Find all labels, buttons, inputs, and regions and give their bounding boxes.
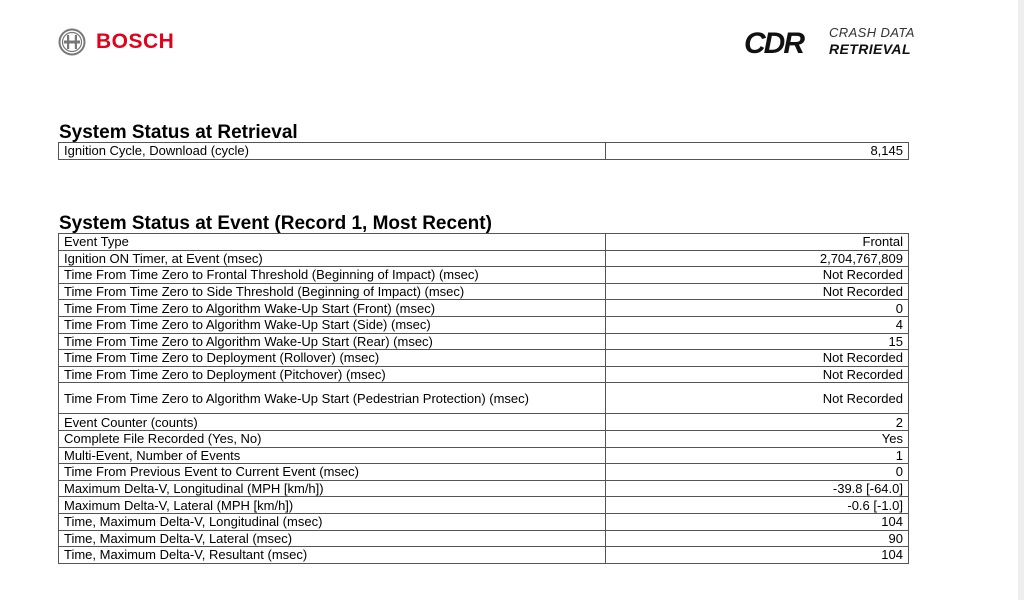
table-row <box>59 234 909 251</box>
row-label: Event Counter (counts) <box>59 414 606 431</box>
table-row <box>59 464 909 481</box>
cdr-mark-text: CDR <box>744 27 803 57</box>
table-row <box>59 497 909 514</box>
row-value: Not Recorded <box>606 366 909 383</box>
row-value: 90 <box>606 530 909 547</box>
row-value: -39.8 [-64.0] <box>606 480 909 497</box>
row-value: 0 <box>606 300 909 317</box>
row-label: Time, Maximum Delta-V, Longitudinal (msec) <box>59 513 606 530</box>
page-edge <box>1018 0 1024 600</box>
row-value: -0.6 [-1.0] <box>606 497 909 514</box>
row-label: Ignition Cycle, Download (cycle) <box>59 143 606 160</box>
event-section-title: System Status at Event (Record 1, Most Recent) <box>59 213 492 234</box>
row-label: Time, Maximum Delta-V, Lateral (msec) <box>59 530 606 547</box>
row-label: Time, Maximum Delta-V, Resultant (msec) <box>59 547 606 564</box>
table-row <box>59 250 909 267</box>
row-value: 104 <box>606 547 909 564</box>
row-value: 4 <box>606 316 909 333</box>
table-row <box>59 414 909 431</box>
table-row <box>59 513 909 530</box>
table-row <box>59 530 909 547</box>
row-value: 8,145 <box>606 143 909 160</box>
row-value: Not Recorded <box>606 267 909 284</box>
row-label: Time From Time Zero to Algorithm Wake-Up Start (Side) (msec) <box>59 316 606 333</box>
row-label: Event Type <box>59 234 606 251</box>
cdr-logo-bottom-text: RETRIEVAL <box>829 41 911 57</box>
cdr-logo <box>743 24 918 60</box>
table-row <box>59 430 909 447</box>
table-row <box>59 143 909 160</box>
row-label: Maximum Delta-V, Lateral (MPH [km/h]) <box>59 497 606 514</box>
row-label: Complete File Recorded (Yes, No) <box>59 430 606 447</box>
table-row <box>59 300 909 317</box>
row-value: Not Recorded <box>606 383 909 414</box>
row-value: 15 <box>606 333 909 350</box>
table-row <box>59 333 909 350</box>
row-label: Ignition ON Timer, at Event (msec) <box>59 250 606 267</box>
cdr-mark-icon <box>743 27 825 57</box>
retrieval-section-title: System Status at Retrieval <box>59 122 298 143</box>
row-value: 1 <box>606 447 909 464</box>
row-label: Time From Time Zero to Deployment (Pitchover) (msec) <box>59 366 606 383</box>
bosch-armature-icon <box>58 28 86 56</box>
table-row <box>59 366 909 383</box>
table-row <box>59 447 909 464</box>
row-value: Not Recorded <box>606 350 909 367</box>
event-table <box>58 233 909 564</box>
row-value: 2,704,767,809 <box>606 250 909 267</box>
table-row <box>59 480 909 497</box>
row-value: Not Recorded <box>606 283 909 300</box>
table-row <box>59 267 909 284</box>
row-label: Time From Time Zero to Algorithm Wake-Up Start (Rear) (msec) <box>59 333 606 350</box>
table-row <box>59 350 909 367</box>
row-value: 104 <box>606 513 909 530</box>
row-value: 0 <box>606 464 909 481</box>
row-value: Yes <box>606 430 909 447</box>
row-label: Maximum Delta-V, Longitudinal (MPH [km/h]) <box>59 480 606 497</box>
retrieval-table <box>58 142 909 160</box>
row-value: Frontal <box>606 234 909 251</box>
bosch-logo <box>58 28 174 56</box>
row-label: Time From Time Zero to Deployment (Rollover) (msec) <box>59 350 606 367</box>
row-label: Time From Time Zero to Frontal Threshold (Beginning of Impact) (msec) <box>59 267 606 284</box>
table-row <box>59 283 909 300</box>
row-label: Multi-Event, Number of Events <box>59 447 606 464</box>
bosch-wordmark: BOSCH <box>96 30 175 53</box>
row-label: Time From Time Zero to Algorithm Wake-Up Start (Pedestrian Protection) (msec) <box>59 383 606 414</box>
row-label: Time From Time Zero to Algorithm Wake-Up Start (Front) (msec) <box>59 300 606 317</box>
row-value: 2 <box>606 414 909 431</box>
table-row <box>59 316 909 333</box>
row-label: Time From Time Zero to Side Threshold (Beginning of Impact) (msec) <box>59 283 606 300</box>
row-label: Time From Previous Event to Current Event (msec) <box>59 464 606 481</box>
table-row <box>59 547 909 564</box>
table-row <box>59 383 909 414</box>
cdr-logo-top-text: CRASH DATA <box>829 25 915 40</box>
